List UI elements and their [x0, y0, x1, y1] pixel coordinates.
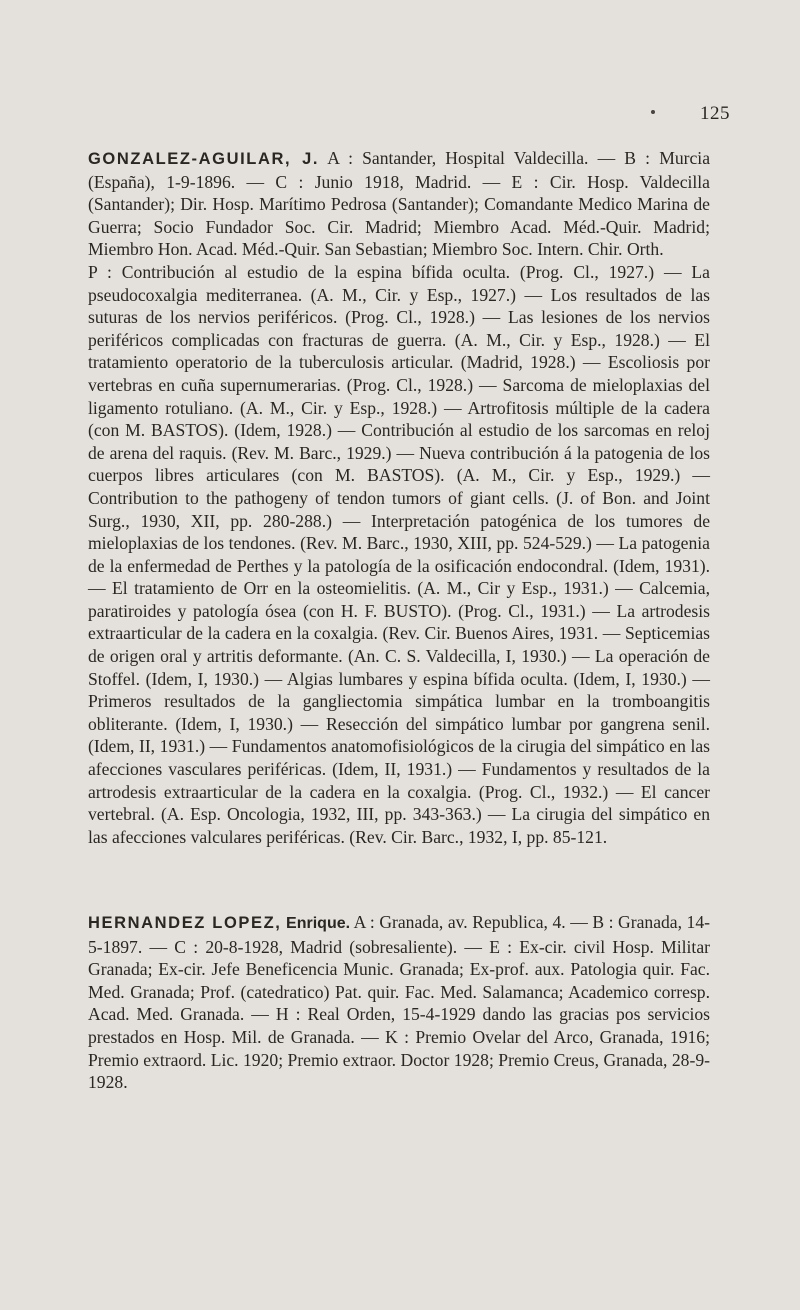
entry-name: GONZALEZ-AGUILAR, J.	[88, 150, 320, 168]
entry-name: HERNANDEZ LOPEZ,	[88, 914, 282, 932]
page-number: 125	[700, 103, 730, 124]
entry-publications: P : Contribución al estudio de la espina bífida oculta. (Prog. Cl., 1927.) — La pseudocoxalgia mediterranea. (A. M., Cir. y Esp., 1927.) — Los resultados de las suturas de los nervios periféricos. (Prog. Cl., 1928.) — Las lesiones de los nervios periféricos complicadas con fracturas de guerra. (A. M., Cir. y Esp., 1928.) — El tratamiento operatorio de la tuberculosis articular. (Madrid, 1928.) — Escoliosis por vertebras en cuña supernumerarias. (Prog. Cl., 1928.) — Sarcoma de mieloplaxias del ligamento rotuliano. (A. M., Cir. y Esp., 1928.) — Artrofitosis múltiple de la cadera (con M. BASTOS). (Idem, 1928.) — Contribución al estudio de los sarcomas en reloj de arena del raquis. (Rev. M. Barc., 1929.) — Nueva contribución á la patogenia de los cuerpos libres articulares (con M. BASTOS). (A. M., Cir. y Esp., 1929.) — Contribution to the pathogeny of tendon tumors of giant cells. (J. of Bon. and Joint Surg., 1930, XII, pp. 280-288.) — Interpretación patogénica de los tumores de mieloplaxias de los tendones. (Rev. M. Barc., 1930, XIII, pp. 524-529.) — La patogenia de la enfermedad de Perthes y la patología de la osificación endocondral. (Idem, 1931). — El tratamiento de Orr en la osteomielitis. (A. M., Cir y Esp., 1931.) — Calcemia, paratiroides y patología ósea (con H. F. BUSTO). (Prog. Cl., 1931.) — La artrodesis extraarticular de la cadera en la coxalgia. (Rev. Cir. Buenos Aires, 1931. — Septicemias de origen oral y artritis deformante. (An. C. S. Valdecilla, I, 1930.) — La operación de Stoffel. (Idem, I, 1930.) — Algias lumbares y espina bífida oculta. (Idem, I, 1930.) — Primeros resultados de la gangliectomia simpática lumbar en la tromboangitis obliterante. (Idem, I, 1930.) — Resección del simpático lumbar por gangrena senil. (Idem, II, 1931.) — Fundamentos anatomofisiológicos de la cirugia del simpático en las afecciones vasculares periféricas. (Idem, II, 1931.) — Fundamentos y resultados de la artrodesis extraarticular de la cadera en la coxalgia. (Prog. Cl., 1932.) — El cancer vertebral. (A. Esp. Oncologia, 1932, III, pp. 343-363.) — La cirugia del simpático en las afecciones valculares periféricas. (Rev. Cir. Barc., 1932, I, pp. 85-121.	[88, 261, 710, 847]
decorative-dot	[651, 110, 655, 114]
entry-gonzalez-aguilar	[88, 147, 710, 848]
entry-bio-text: A : Granada, av. Republica, 4. — B : Granada, 14-5-1897. — C : 20-8-1928, Madrid (sobresaliente). — E : Ex-cir. civil Hosp. Militar Granada; Ex-cir. Jefe Beneficencia Munic. Granada; Ex-prof. aux. Patologia quir. Fac. Med. Granada; Prof. (catedratico) Pat. quir. Fac. Med. Salamanca; Academico corresp. Acad. Med. Granada. — H : Real Orden, 15-4-1929 dando las gracias pos servicios prestados en Hosp. Mil. de Granada. — K : Premio Ovelar del Arco, Granada, 1916; Premio extraord. Lic. 1920; Premio extraor. Doctor 1928; Premio Creus, Granada, 28-9-1928.	[88, 912, 710, 1093]
entry-bio	[88, 911, 710, 1094]
entry-bio-text: A : Santander, Hospital Valdecilla. — B : Murcia (España), 1-9-1896. — C : Junio 1918, Madrid. — E : Cir. Hosp. Valdecilla (Santander); Dir. Hosp. Marítimo Pedrosa (Santander); Comandante Medico Marina de Guerra; Socio Fundador Soc. Cir. Madrid; Miembro Acad. Méd.-Quir. Madrid; Miembro Hon. Acad. Méd.-Quir. San Sebastian; Miembro Soc. Intern. Chir. Orth.	[88, 148, 711, 260]
entry-first-name: Enrique.	[286, 915, 351, 932]
entry-hernandez-lopez	[88, 911, 710, 1094]
entry-bio	[88, 147, 710, 261]
